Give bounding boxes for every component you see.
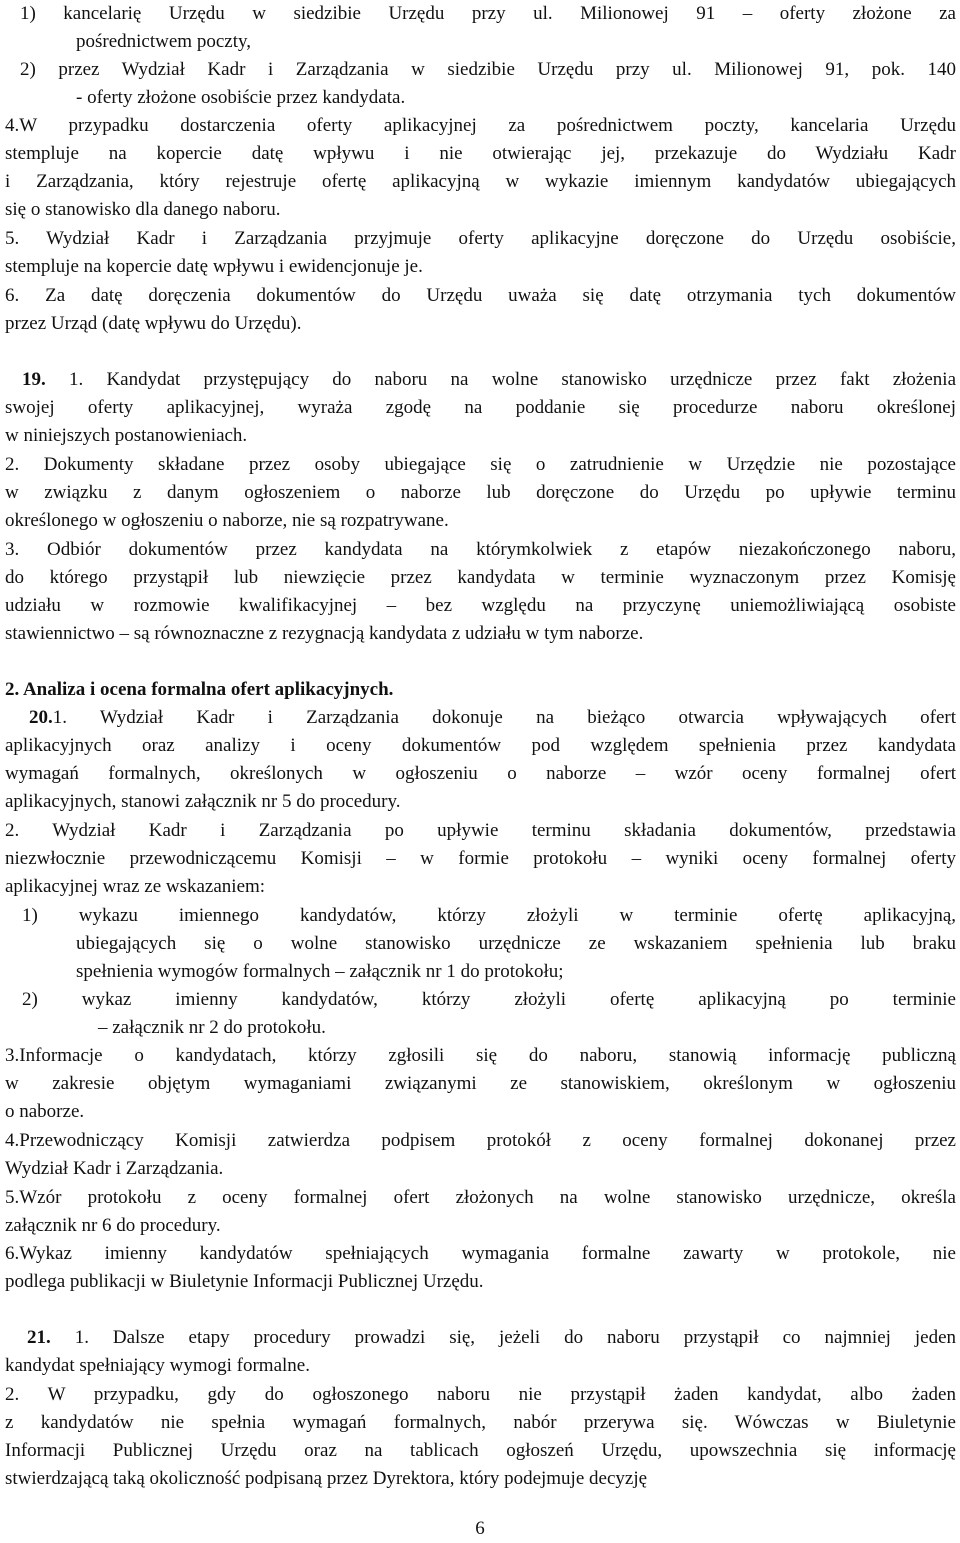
text-line: 1. Dalsze etapy procedury prowadzi się, jeżeli do naboru przystąpił co najmniej jeden	[74, 1327, 957, 1348]
paragraph-20-line	[5, 704, 956, 732]
list-item-2-cont: - oferty złożone osobiście przez kandydata.	[76, 87, 406, 108]
text-line: stempluje na kopercie datę wpływu i ewidencjonuje je.	[5, 256, 423, 277]
text-line: 4.Przewodniczący Komisji zatwierdza podpisem protokół z oceny formalnej dokonanej przez	[5, 1130, 956, 1151]
text-line: podlega publikacji w Biuletynie Informacji Publicznej Urzędu.	[5, 1271, 484, 1292]
section-number-20: 20.	[29, 707, 53, 728]
text-line: aplikacyjnych, stanowi załącznik nr 5 do procedury.	[5, 791, 401, 812]
text-line: 4.W przypadku dostarczenia oferty aplikacyjnej za pośrednictwem poczty, kancelaria Urzędu	[5, 115, 956, 136]
list-item-1-cont: spełnienia wymogów formalnych – załącznik nr 1 do protokołu;	[76, 961, 564, 982]
text-line: 2. Wydział Kadr i Zarządzania po upływie terminu składania dokumentów, przedstawia	[5, 820, 956, 841]
text-line: swojej oferty aplikacyjnej, wyraża zgodę na poddanie się procedurze naboru określonej	[5, 397, 956, 418]
text-line: 5. Wydział Kadr i Zarządzania przyjmuje oferty aplikacyjne doręczone do Urzędu osobiście,	[5, 228, 956, 249]
text-line: załącznik nr 6 do procedury.	[5, 1215, 221, 1236]
text-line: w zakresie objętym wymaganiami związanymi ze stanowiskiem, określonym w ogłoszeniu	[5, 1073, 956, 1094]
text-line: 1. Kandydat przystępujący do naboru na wolne stanowisko urzędnicze przez fakt złożenia	[68, 369, 957, 390]
text-line: 1. Wydział Kadr i Zarządzania dokonuje na bieżąco otwarcia wpływających ofert	[52, 707, 956, 728]
section-heading: 2. Analiza i ocena formalna ofert aplikacyjnych.	[5, 679, 394, 700]
text-line: wymagań formalnych, określonych w ogłoszeniu o naborze – wzór oceny formalnej ofert	[5, 763, 956, 784]
text-line: 2. W przypadku, gdy do ogłoszonego naboru nie przystąpił żaden kandydat, albo żaden	[5, 1384, 956, 1405]
text-line: aplikacyjnych oraz analizy i oceny dokumentów pod względem spełnienia przez kandydata	[5, 735, 956, 756]
text-line: w niniejszych postanowieniach.	[5, 425, 248, 446]
text-line: do którego przystąpił lub niewzięcie przez kandydata w terminie wyznaczonym przez Komisję	[5, 567, 956, 588]
text-line: stawiennictwo – są równoznaczne z rezygnacją kandydata z udziału w tym naborze.	[5, 623, 644, 644]
text-line: stwierdzającą taką okoliczność podpisaną przez Dyrektora, który podejmuje decyzję	[5, 1468, 648, 1489]
text-line: z kandydatów nie spełnia wymagań formalnych, nabór przerywa się. Wówczas w Biuletynie	[5, 1412, 956, 1433]
text-line: Informacji Publicznej Urzędu oraz na tablicach ogłoszeń Urzędu, upowszechnia się informację	[5, 1440, 956, 1461]
page-number: 6	[475, 1518, 485, 1539]
text-line: stempluje na kopercie datę wpływu i nie otwierając jej, przekazuje do Wydziału Kadr	[5, 143, 956, 164]
text-line: w związku z danym ogłoszeniem o naborze lub doręczone do Urzędu po upływie terminu	[5, 482, 956, 503]
list-item-2: 2) wykaz imienny kandydatów, którzy złożyli ofertę aplikacyjną po terminie	[22, 989, 956, 1010]
text-line: 6.Wykaz imienny kandydatów spełniających wymagania formalne zawarty w protokole, nie	[5, 1243, 956, 1264]
text-line: 3.Informacje o kandydatach, którzy zgłosili się do naboru, stanowią informację publiczną	[5, 1045, 956, 1066]
text-line: niezwłocznie przewodniczącemu Komisji – w formie protokołu – wyniki oceny formalnej oferty	[5, 848, 956, 869]
list-item-1-cont: pośrednictwem poczty,	[76, 31, 251, 52]
text-line: przez Urząd (datę wpływu do Urzędu).	[5, 313, 302, 334]
text-line: aplikacyjnej wraz ze wskazaniem:	[5, 876, 266, 897]
text-line: udziału w rozmowie kwalifikacyjnej – bez względu na przyczynę uniemożliwiającą osobiste	[5, 595, 956, 616]
text-line: 5.Wzór protokołu z oceny formalnej ofert złożonych na wolne stanowisko urzędnicze, określa	[5, 1187, 956, 1208]
list-item-2-cont: – załącznik nr 2 do protokołu.	[98, 1017, 326, 1038]
list-item-1: 1) wykazu imiennego kandydatów, którzy złożyli w terminie ofertę aplikacyjną,	[22, 905, 956, 926]
text-line: Wydział Kadr i Zarządzania.	[5, 1158, 224, 1179]
text-line: 3. Odbiór dokumentów przez kandydata na którymkolwiek z etapów niezakończonego naboru,	[5, 539, 956, 560]
text-line: o naborze.	[5, 1101, 85, 1122]
list-item-2: 2) przez Wydział Kadr i Zarządzania w siedzibie Urzędu przy ul. Milionowej 91, pok. 140	[20, 59, 956, 80]
text-line: się o stanowisko dla danego naboru.	[5, 199, 281, 220]
list-item-1-cont: ubiegających się o wolne stanowisko urzędnicze ze wskazaniem spełnienia lub braku	[76, 933, 956, 954]
section-number-21: 21.	[27, 1327, 51, 1348]
paragraph-21-line	[5, 1324, 956, 1352]
text-line: 6. Za datę doręczenia dokumentów do Urzędu uważa się datę otrzymania tych dokumentów	[5, 285, 956, 306]
list-item-1: 1) kancelarię Urzędu w siedzibie Urzędu przy ul. Milionowej 91 – oferty złożone za	[20, 3, 956, 24]
section-number-19: 19.	[22, 369, 46, 390]
text-line: kandydat spełniający wymogi formalne.	[5, 1355, 310, 1376]
text-line: 2. Dokumenty składane przez osoby ubiegające się o zatrudnienie w Urzędzie nie pozostające	[5, 454, 956, 475]
paragraph-19-line	[5, 366, 956, 394]
text-line: określonego w ogłoszeniu o naborze, nie są rozpatrywane.	[5, 510, 449, 531]
text-line: i Zarządzania, który rejestruje ofertę aplikacyjną w wykazie imiennym kandydatów ubiegających	[5, 171, 956, 192]
